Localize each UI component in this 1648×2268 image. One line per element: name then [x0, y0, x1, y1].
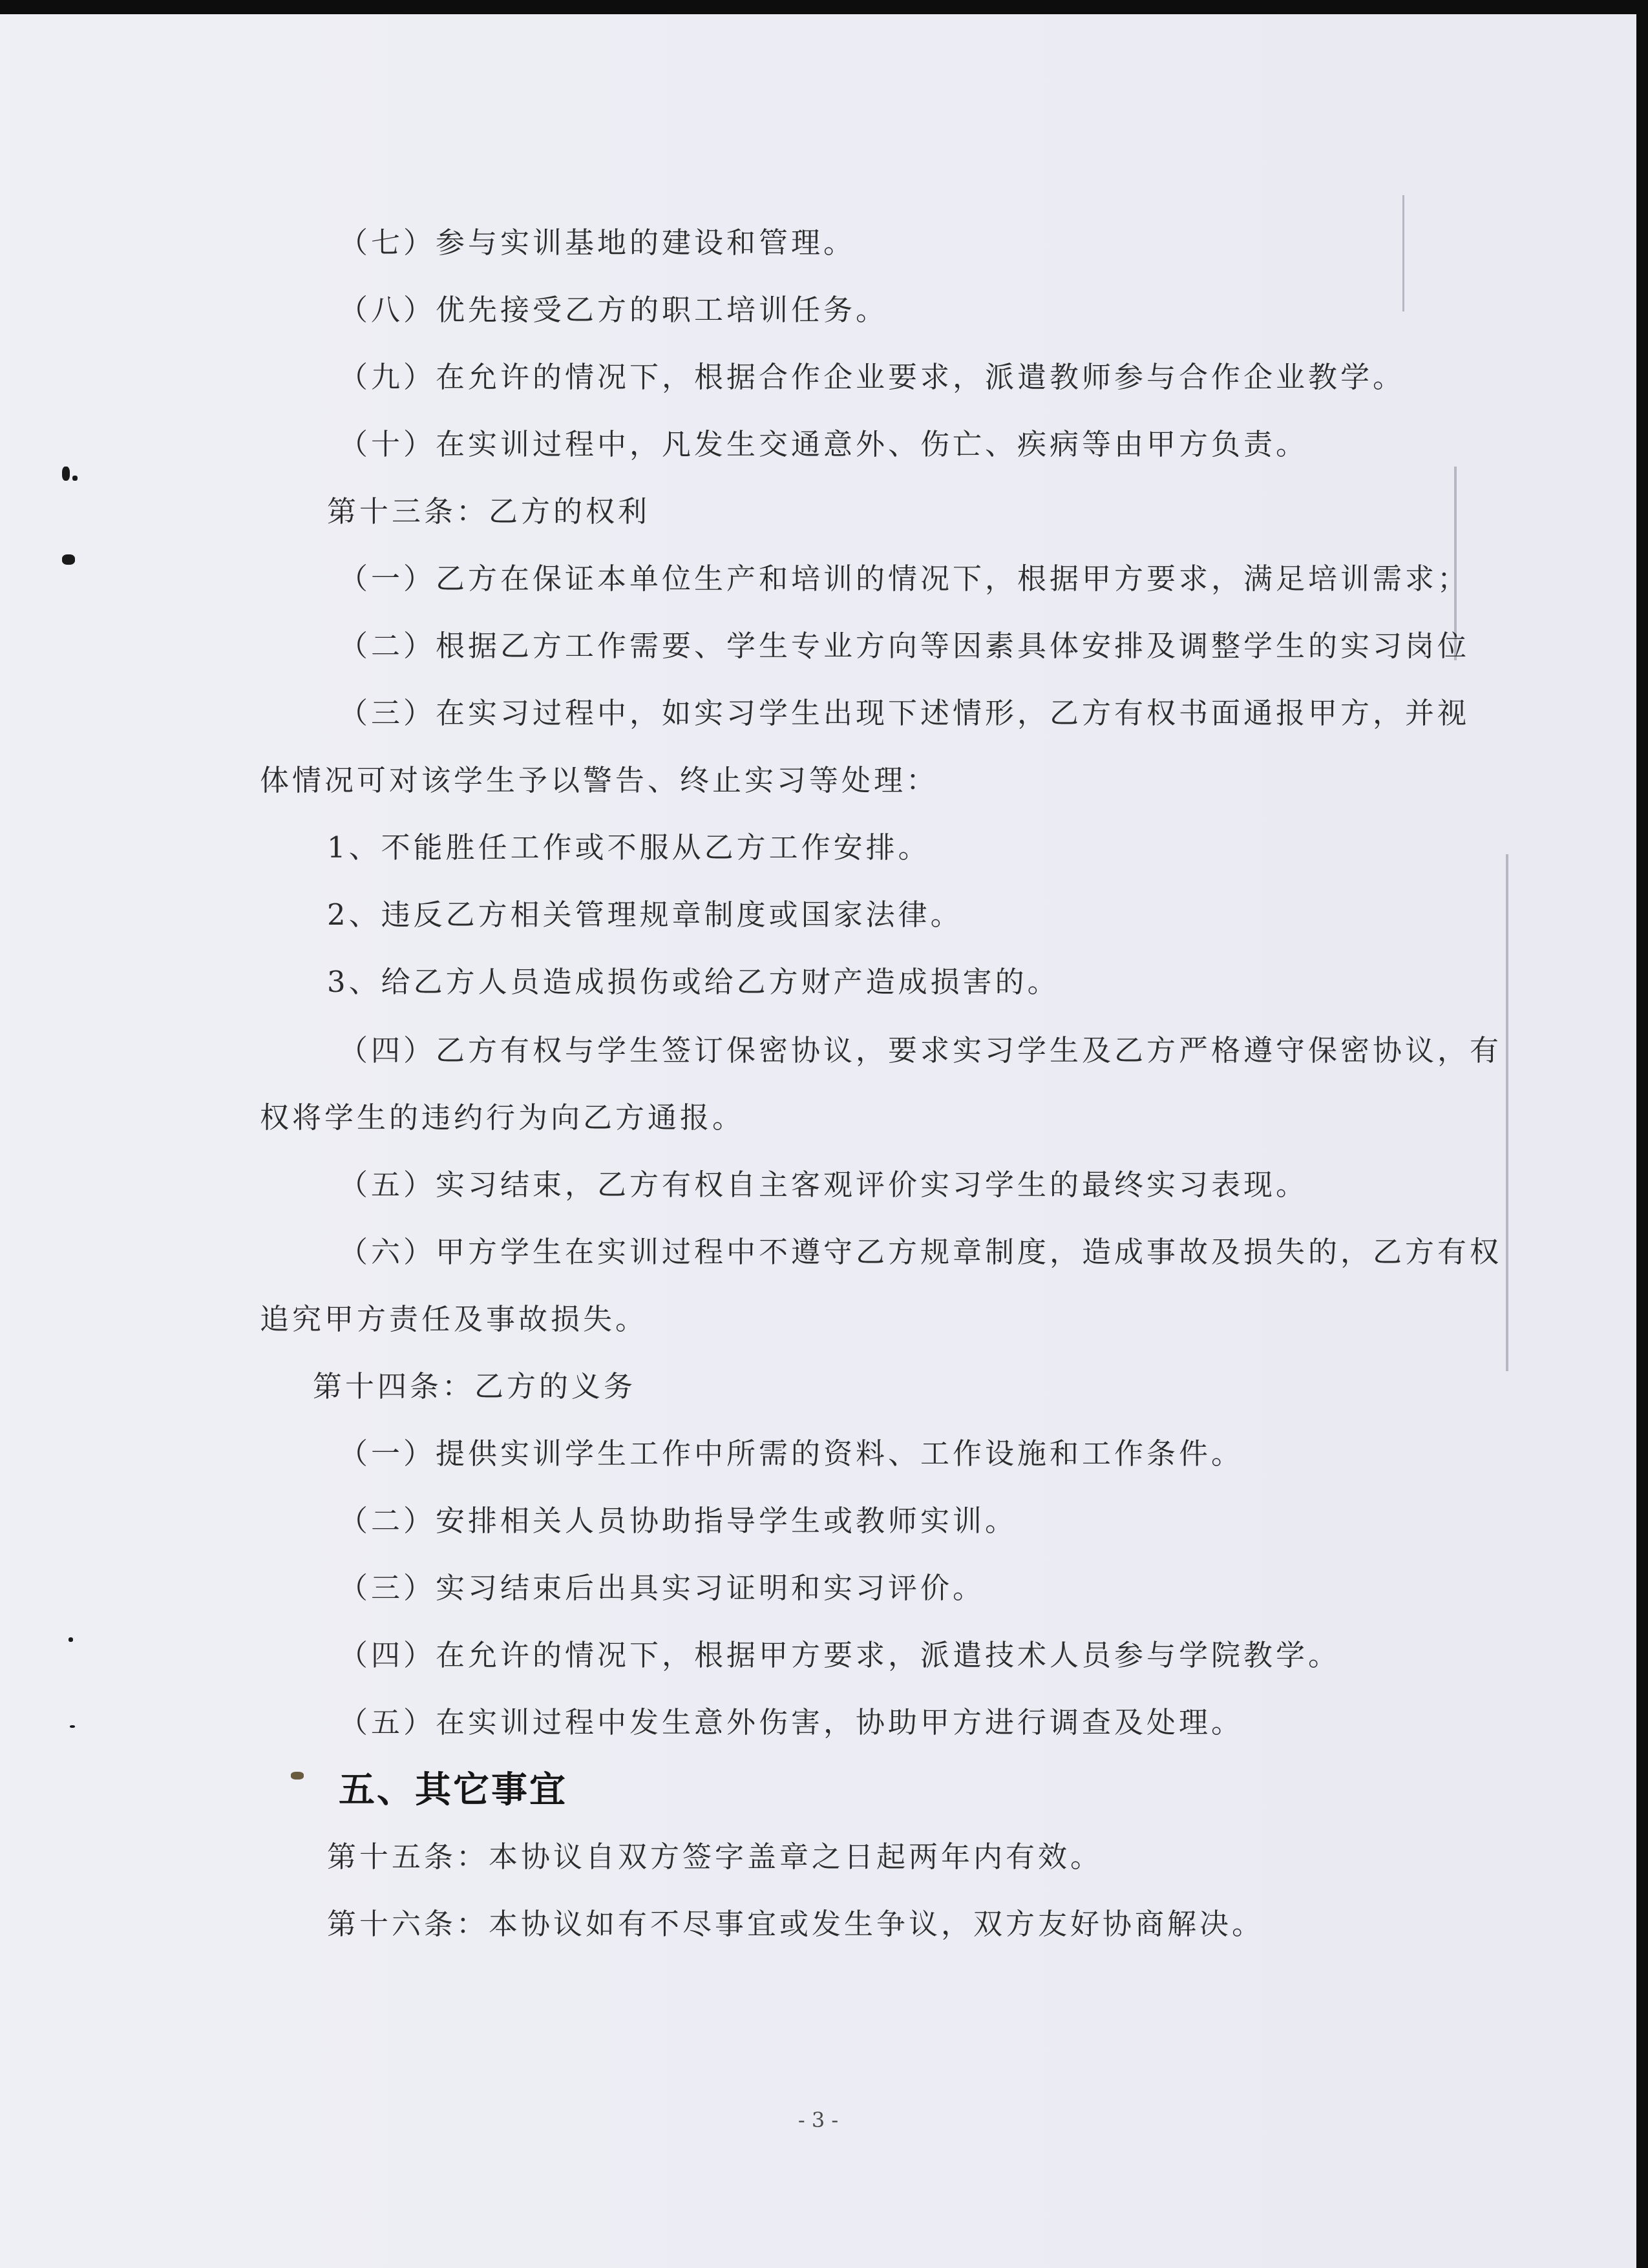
clause-10: （十）在实训过程中，凡发生交通意外、伤亡、疾病等由甲方负责。	[339, 427, 1309, 461]
clause-7: （七）参与实训基地的建设和管理。	[339, 226, 856, 260]
article-13-item-1: （一）乙方在保证本单位生产和培训的情况下，根据甲方要求，满足培训需求；	[339, 562, 1470, 596]
fold-crease	[1402, 195, 1404, 311]
article-13-item-5: （五）实习结束，乙方有权自主客观评价实习学生的最终实习表现。	[339, 1168, 1309, 1202]
section-heading: 五、其它事宜	[339, 1769, 567, 1811]
speck-mark	[72, 476, 78, 481]
article-14-item-2: （二）安排相关人员协助指导学生或教师实训。	[339, 1504, 1018, 1538]
article-14-item-4: （四）在允许的情况下，根据甲方要求，派遣技术人员参与学院教学。	[339, 1638, 1341, 1672]
page-number: - 3 -	[798, 2108, 839, 2132]
speck-mark	[62, 467, 70, 481]
article-13-item-3: （三）在实习过程中，如实习学生出现下述情形，乙方有权书面通报甲方，并视	[339, 696, 1470, 730]
article-14-item-5: （五）在实训过程中发生意外伤害，协助甲方进行调查及处理。	[339, 1705, 1244, 1739]
article-14-item-3: （三）实习结束后出具实习证明和实习评价。	[339, 1571, 986, 1605]
speck-mark	[69, 1637, 73, 1642]
condition-2: 2、违反乙方相关管理规章制度或国家法律。	[327, 898, 963, 932]
clause-8: （八）优先接受乙方的职工培训任务。	[339, 293, 889, 327]
article-13-item-4-continued: 权将学生的违约行为向乙方通报。	[260, 1100, 745, 1135]
clause-9: （九）在允许的情况下，根据合作企业要求，派遣教师参与合作企业教学。	[339, 360, 1406, 394]
condition-1: 1、不能胜任工作或不服从乙方工作安排。	[327, 830, 931, 865]
article-13-item-6-continued: 追究甲方责任及事故损失。	[260, 1302, 648, 1336]
article-16: 第十六条：本协议如有不尽事宜或发生争议，双方友好协商解决。	[327, 1907, 1265, 1941]
condition-3: 3、给乙方人员造成损伤或给乙方财产造成损害的。	[327, 965, 1060, 999]
article-13-item-3-continued: 体情况可对该学生予以警告、终止实习等处理：	[260, 763, 939, 797]
article-14-heading: 第十四条：乙方的义务	[313, 1369, 637, 1403]
speck-mark	[291, 1772, 304, 1780]
fold-crease	[1506, 854, 1508, 1371]
speck-mark	[70, 1725, 75, 1728]
speck-mark	[62, 554, 75, 565]
article-13-item-6: （六）甲方学生在实训过程中不遵守乙方规章制度，造成事故及损失的，乙方有权	[339, 1235, 1503, 1269]
article-13-item-4: （四）乙方有权与学生签订保密协议，要求实习学生及乙方严格遵守保密协议，有	[339, 1033, 1503, 1067]
article-15: 第十五条：本协议自双方签字盖章之日起两年内有效。	[327, 1840, 1103, 1874]
article-13-item-2: （二）根据乙方工作需要、学生专业方向等因素具体安排及调整学生的实习岗位	[339, 629, 1470, 663]
scanned-page	[0, 14, 1636, 2268]
article-13-heading: 第十三条：乙方的权利	[327, 494, 651, 529]
article-14-item-1: （一）提供实训学生工作中所需的资料、工作设施和工作条件。	[339, 1436, 1244, 1471]
